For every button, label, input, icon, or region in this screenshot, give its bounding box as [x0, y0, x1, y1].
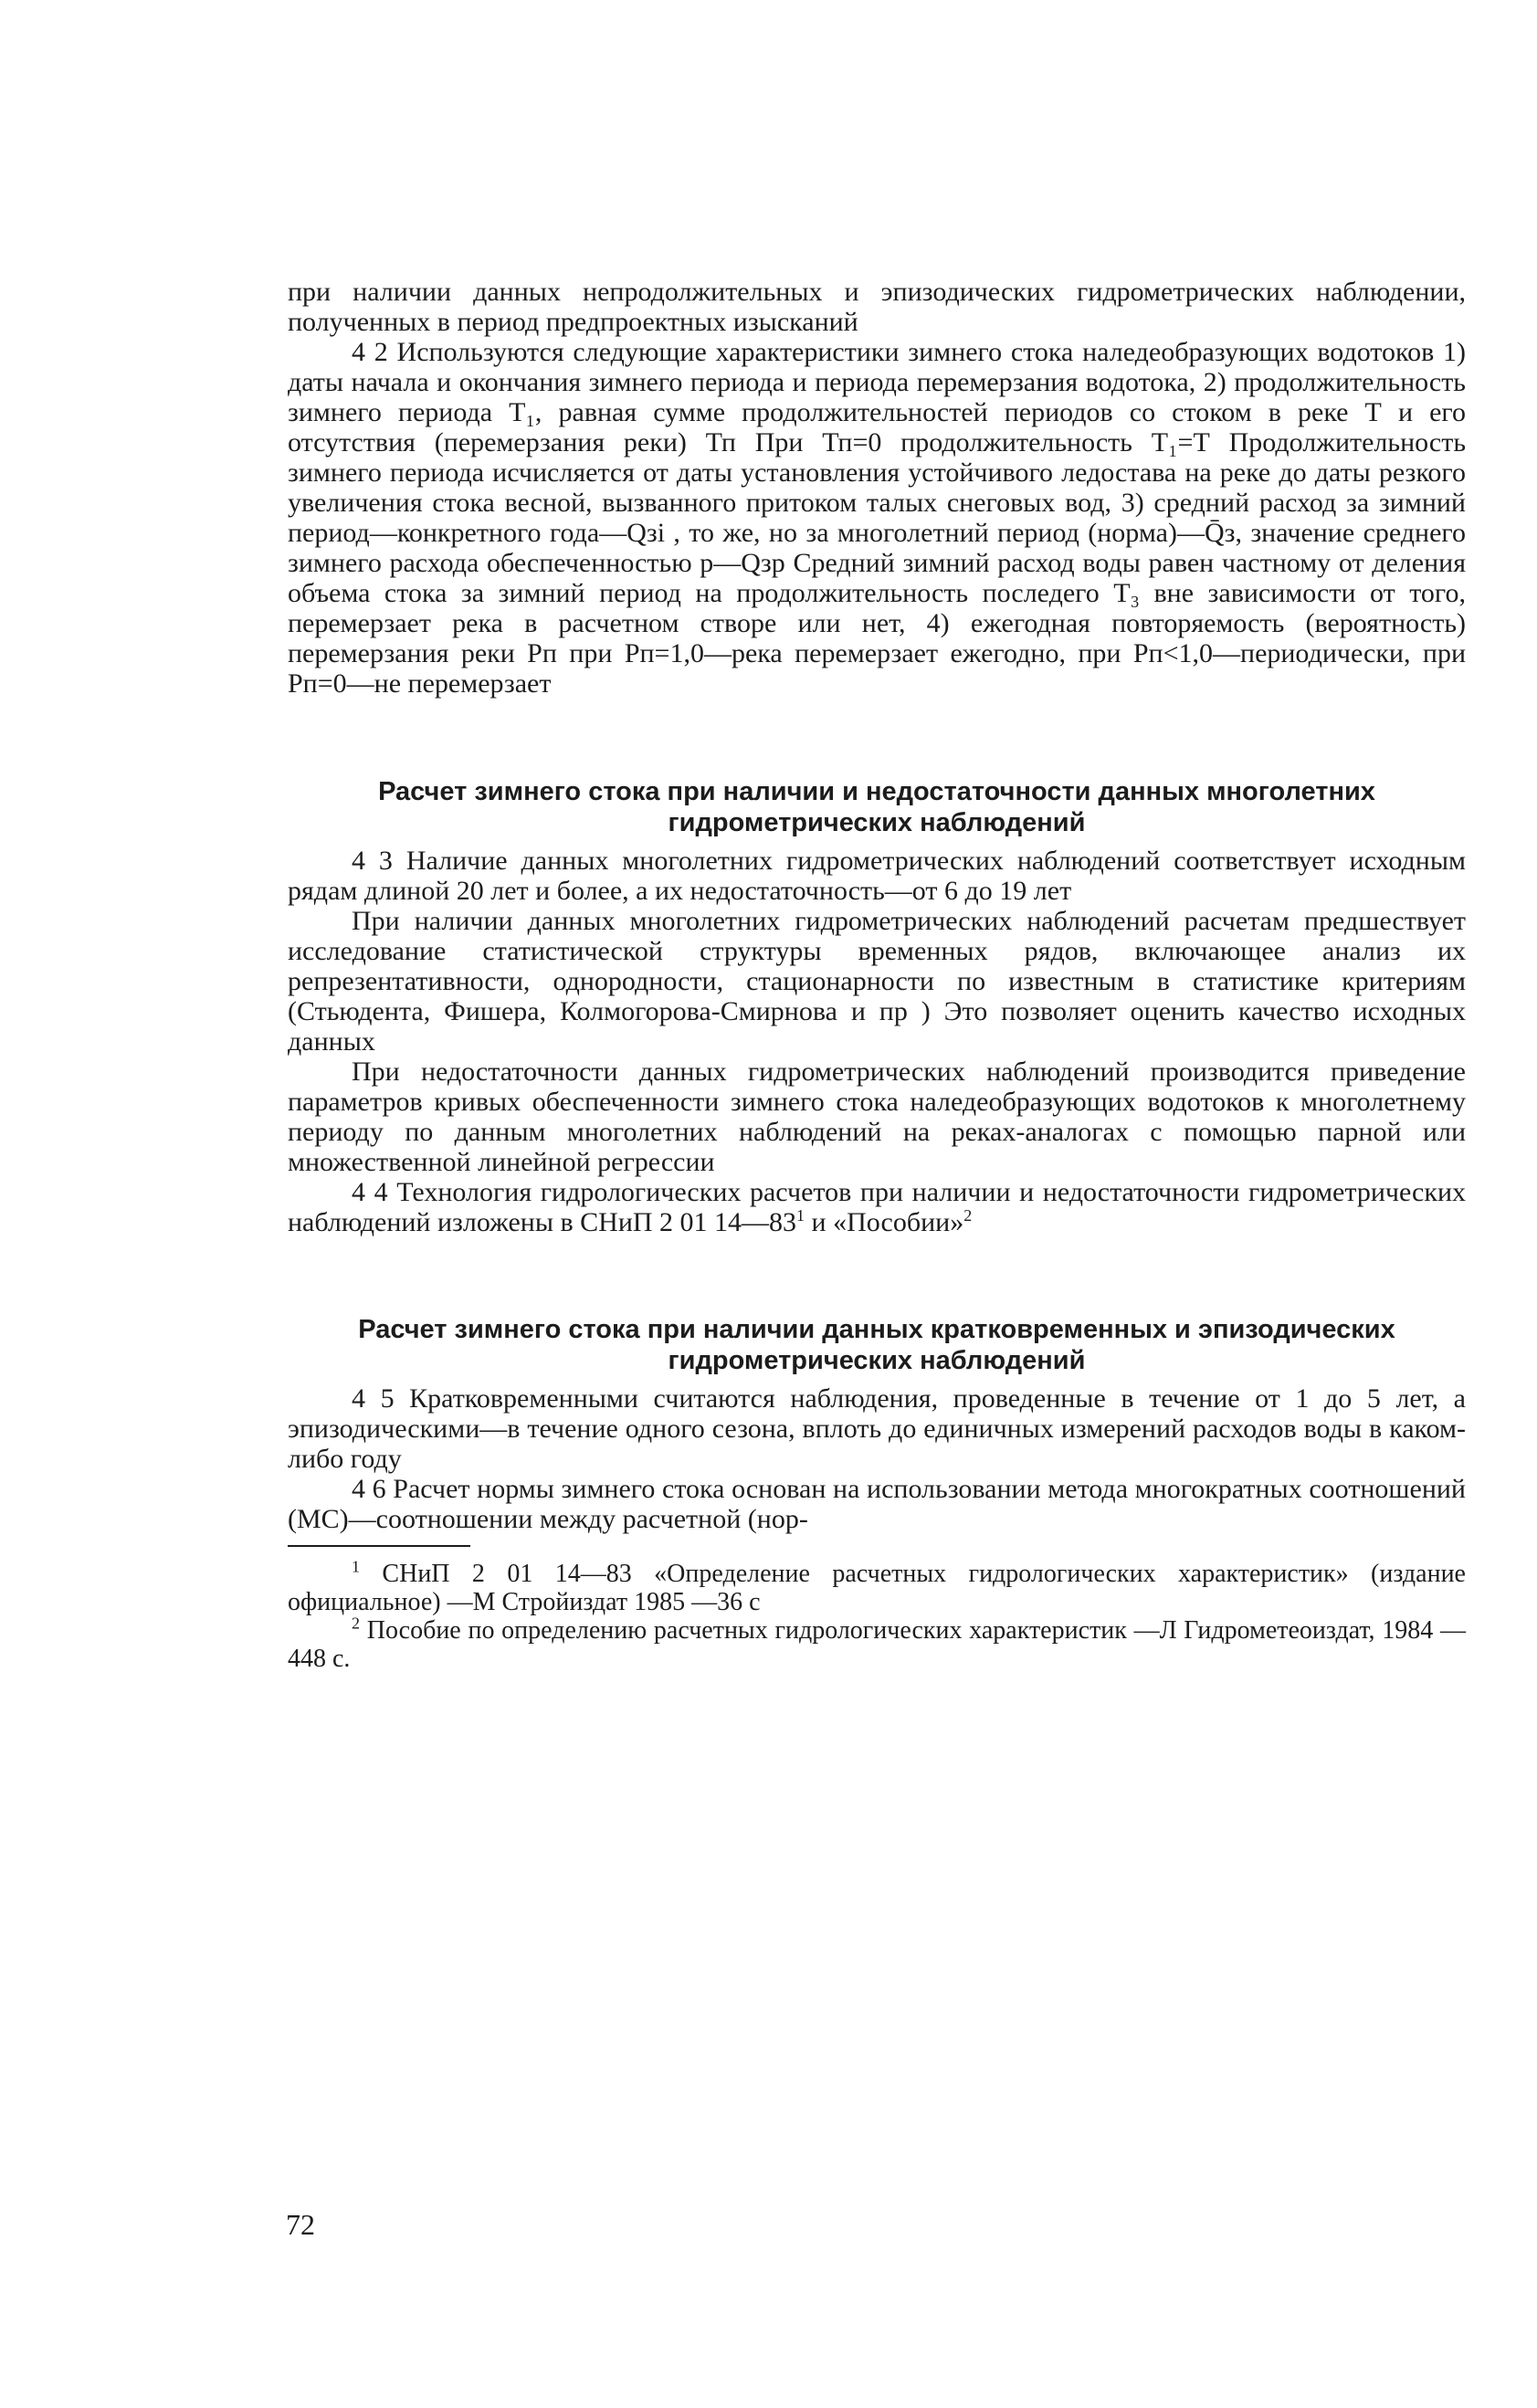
footnotes	[288, 1557, 1466, 1673]
paragraph-continuation: при наличии данных непродолжительных и эпизодических гидрометрических наблюдении, полученных в период предпроектных изысканий	[288, 277, 1466, 337]
footnote-mark-1: 1	[352, 1557, 360, 1576]
paragraph-4-4	[288, 1177, 1466, 1237]
paragraph-4-3: 4 3 Наличие данных многолетних гидрометрических наблюдений соответствует исходным рядам длиной 20 лет и более, а их недостаточность—от 6 до 19 лет	[288, 846, 1466, 906]
section-heading-short-term: Расчет зимнего стока при наличии данных кратковременных и эпизодических гидрометрических наблюдений	[358, 1315, 1395, 1375]
footnote-ref-1: 1	[796, 1206, 805, 1225]
page-number: 72	[286, 2208, 315, 2241]
footnote-2-text: Пособие по определению расчетных гидрологических характеристик —Л Гидрометеоиздат, 1984 —448 с.	[288, 1616, 1466, 1673]
footnote-ref-2: 2	[963, 1206, 973, 1225]
paragraph-analysis: При наличии данных многолетних гидрометрических наблюдений расчетам предшествует исследование статистической структуры временных рядов, включающее анализ их репрезентативности, однородности, стационарности по известным в статистике критериям (Стьюдента, Фишера, Колмогорова-Смирнова и пр ) Это позволяет оценить качество исходных данных	[288, 906, 1466, 1057]
page-body	[288, 277, 1466, 1673]
footnote-1	[288, 1557, 1466, 1616]
footnote-mark-2: 2	[352, 1614, 360, 1633]
paragraph-4-6: 4 6 Расчет нормы зимнего стока основан на использовании метода многократных соотношений (МС)—соотношении между расчетной (нор-	[288, 1474, 1466, 1534]
paragraph-4-5: 4 5 Кратковременными считаются наблюдения, проведенные в течение от 1 до 5 лет, а эпизодическими—в течение одного сезона, вплоть до единичных измерений расходов воды в каком-либо году	[288, 1383, 1466, 1474]
paragraph-4-4-mid: и «Пособии»	[805, 1207, 964, 1237]
footnote-2	[288, 1616, 1466, 1673]
paragraph-4-2: 4 2 Используются следующие характеристики зимнего стока наледеобразующих водотоков 1) даты начала и окончания зимнего периода и периода перемерзания водотока, 2) продолжительность зимнего периода Т₁, равная сумме продолжительностей периодов со стоком в реке Т и его отсутствия (перемерзания реки) Тп При Тп=0 продолжительность Т₁=Т Продолжительность зимнего периода исчисляется от даты установления устойчивого ледостава на реке до даты резкого увеличения стока весной, вызванного притоком талых снеговых вод, 3) средний расход за зимний период—конкретного года—Qзi , то же, но за многолетний период (норма)—Q̄з, значение среднего зимнего расхода обеспеченностью р—Qзр Средний зимний расход воды равен частному от деления объема стока за зимний период на продолжительность последего Т₃ вне зависимости от того, перемерзает река в расчетном створе или нет, 4) ежегодная повторяемость (вероятность) перемерзания реки Рп при Рп=1,0—река перемерзает ежегодно, при Рп<1,0—периодически, при Рп=0—не перемерзает	[288, 337, 1466, 699]
paragraph-insufficiency: При недостаточности данных гидрометрических наблюдений производится приведение параметров кривых обеспеченности зимнего стока наледеобразующих водотоков к многолетнему периоду по данным многолетних наблюдений на реках-аналогах с помощью парной или множественной линейной регрессии	[288, 1057, 1466, 1177]
paragraph-4-4-text: 4 4 Технология гидрологических расчетов при наличии и недостаточности гидрометрических наблюдений изложены в СНиП 2 01 14—83	[288, 1177, 1466, 1237]
footnote-divider	[288, 1545, 470, 1547]
footnote-1-text: СНиП 2 01 14—83 «Определение расчетных гидрологических характеристик» (издание официальное) —М Стройиздат 1985 —36 с	[288, 1560, 1466, 1616]
section-heading-long-term: Расчет зимнего стока при наличии и недостаточности данных многолетних гидрометрических наблюдений	[378, 777, 1375, 837]
